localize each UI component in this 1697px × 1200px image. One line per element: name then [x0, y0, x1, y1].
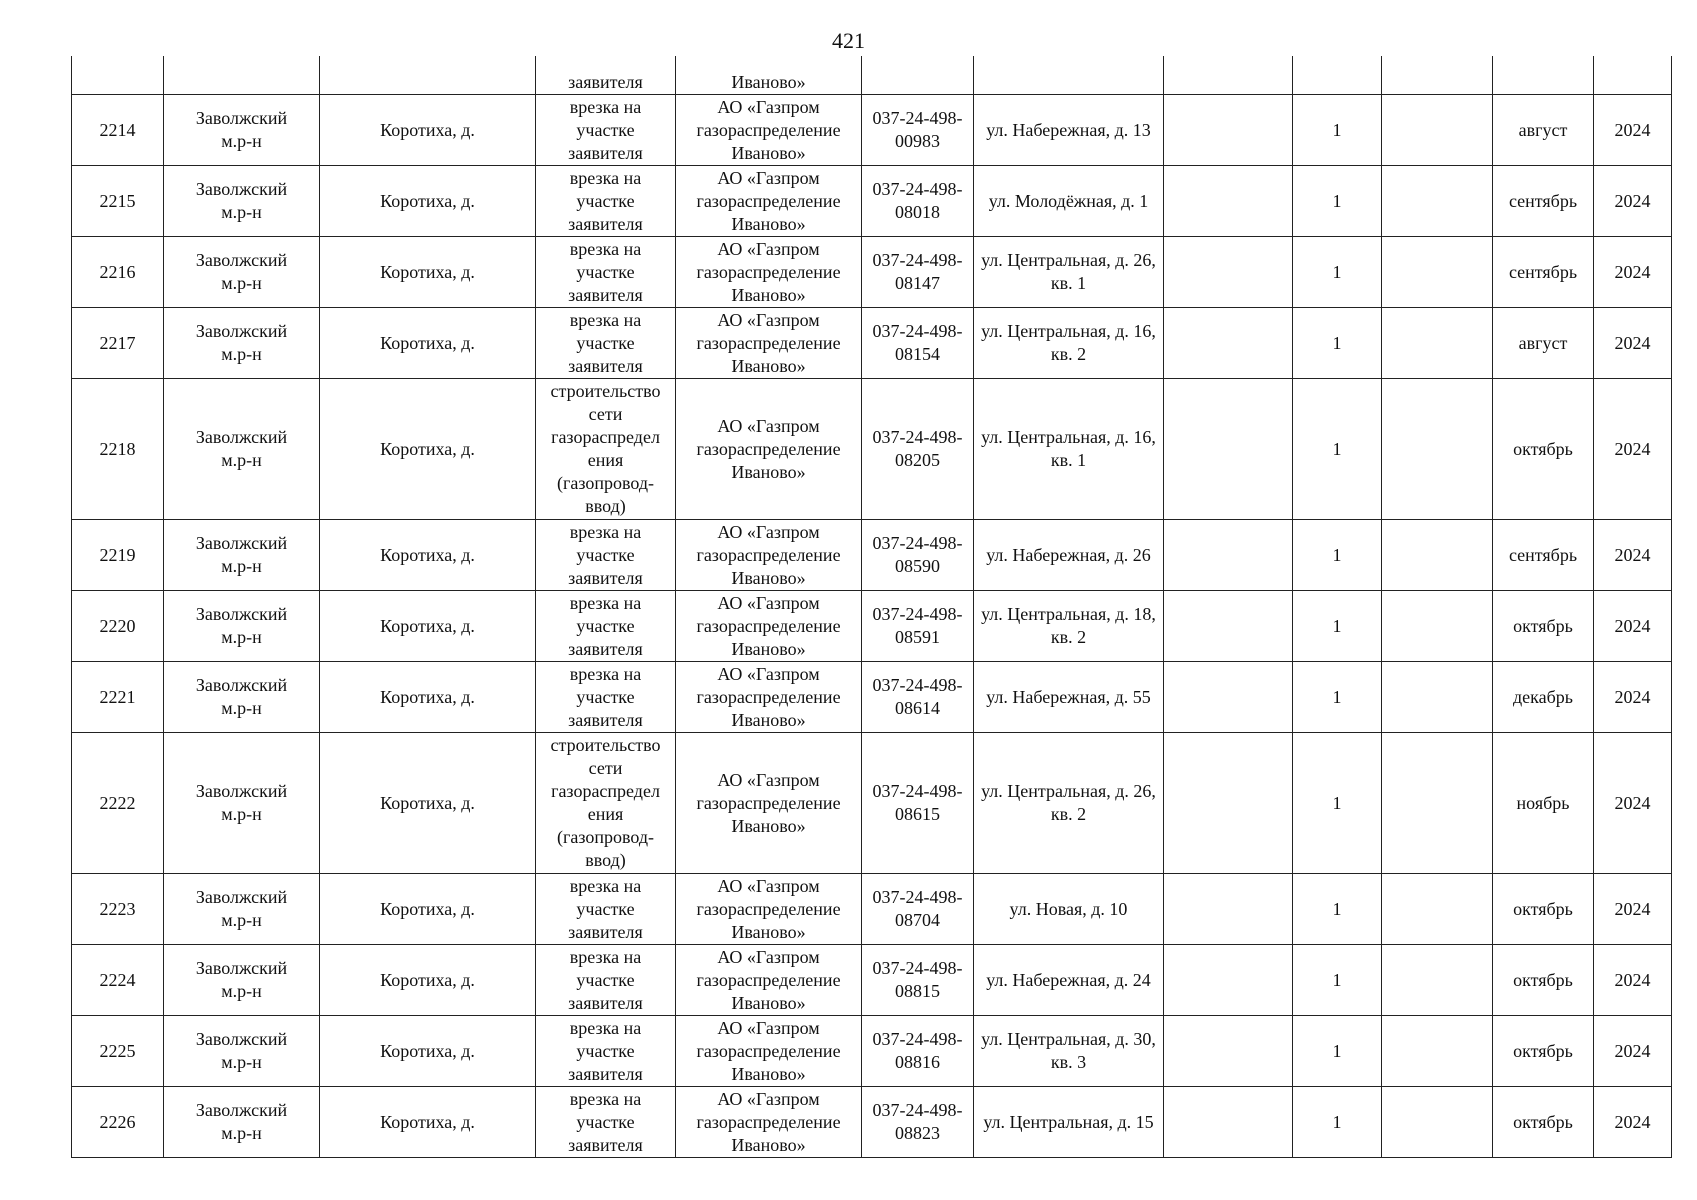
- cell-number: 2225: [72, 1016, 164, 1087]
- cell-district: Заволжский м.р-н: [164, 308, 320, 379]
- table-row: [72, 733, 1672, 874]
- cell-year: 2024: [1594, 662, 1672, 733]
- cell-district: Заволжский м.р-н: [164, 520, 320, 591]
- cell-empty: [1164, 591, 1293, 662]
- cell-work-type: врезка на участке заявителя: [536, 945, 676, 1016]
- cell-month: ноябрь: [1493, 733, 1594, 874]
- cell-year: 2024: [1594, 166, 1672, 237]
- cell-number: 2217: [72, 308, 164, 379]
- cell-address: ул. Центральная, д. 30, кв. 3: [974, 1016, 1164, 1087]
- cell-empty: [1164, 308, 1293, 379]
- cell-work-type: врезка на участке заявителя: [536, 166, 676, 237]
- cell-district: Заволжский м.р-н: [164, 166, 320, 237]
- cell-organization: АО «Газпром газораспределение Иваново»: [676, 379, 862, 520]
- gas-connection-table: [71, 56, 1672, 1158]
- cell-address: ул. Набережная, д. 13: [974, 95, 1164, 166]
- cell-month: октябрь: [1493, 1087, 1594, 1158]
- cell-address: ул. Набережная, д. 26: [974, 520, 1164, 591]
- cell-number: 2218: [72, 379, 164, 520]
- table-row: [72, 874, 1672, 945]
- cell-organization: АО «Газпром газораспределение Иваново»: [676, 1087, 862, 1158]
- cell-address: ул. Центральная, д. 16, кв. 2: [974, 308, 1164, 379]
- cell-organization: АО «Газпром газораспределение Иваново»: [676, 95, 862, 166]
- cell-empty: [1164, 166, 1293, 237]
- cell-number: 2223: [72, 874, 164, 945]
- cell-code: 037-24-498-08815: [862, 945, 974, 1016]
- cell-month: [1493, 56, 1594, 95]
- cell-empty: [1164, 95, 1293, 166]
- cell-district: Заволжский м.р-н: [164, 95, 320, 166]
- cell-work-type: врезка на участке заявителя: [536, 95, 676, 166]
- cell-work-type: врезка на участке заявителя: [536, 874, 676, 945]
- cell-year: 2024: [1594, 308, 1672, 379]
- cell-month: сентябрь: [1493, 520, 1594, 591]
- cell-district: [164, 56, 320, 95]
- cell-month: сентябрь: [1493, 166, 1594, 237]
- cell-empty: [1382, 874, 1493, 945]
- table-row: [72, 520, 1672, 591]
- cell-organization: АО «Газпром газораспределение Иваново»: [676, 733, 862, 874]
- cell-code: 037-24-498-00983: [862, 95, 974, 166]
- cell-place: Коротиха, д.: [320, 874, 536, 945]
- cell-place: Коротиха, д.: [320, 662, 536, 733]
- cell-place: Коротиха, д.: [320, 95, 536, 166]
- cell-month: сентябрь: [1493, 237, 1594, 308]
- cell-address: ул. Центральная, д. 26, кв. 2: [974, 733, 1164, 874]
- cell-district: Заволжский м.р-н: [164, 1087, 320, 1158]
- cell-quantity: 1: [1293, 166, 1382, 237]
- cell-place: Коротиха, д.: [320, 1087, 536, 1158]
- cell-year: 2024: [1594, 1016, 1672, 1087]
- cell-code: [862, 56, 974, 95]
- cell-district: Заволжский м.р-н: [164, 945, 320, 1016]
- cell-code: 037-24-498-08704: [862, 874, 974, 945]
- cell-district: Заволжский м.р-н: [164, 874, 320, 945]
- cell-work-type: врезка на участке заявителя: [536, 1016, 676, 1087]
- cell-empty: [1164, 1087, 1293, 1158]
- cell-quantity: 1: [1293, 308, 1382, 379]
- cell-number: 2222: [72, 733, 164, 874]
- cell-code: 037-24-498-08816: [862, 1016, 974, 1087]
- cell-empty: [1164, 874, 1293, 945]
- cell-organization: АО «Газпром газораспределение Иваново»: [676, 308, 862, 379]
- cell-address: ул. Центральная, д. 16, кв. 1: [974, 379, 1164, 520]
- cell-code: 037-24-498-08823: [862, 1087, 974, 1158]
- cell-month: август: [1493, 95, 1594, 166]
- table-row: [72, 166, 1672, 237]
- cell-empty: [1164, 945, 1293, 1016]
- cell-place: Коротиха, д.: [320, 945, 536, 1016]
- cell-number: 2224: [72, 945, 164, 1016]
- cell-year: 2024: [1594, 95, 1672, 166]
- cell-organization: АО «Газпром газораспределение Иваново»: [676, 662, 862, 733]
- cell-quantity: 1: [1293, 662, 1382, 733]
- cell-year: 2024: [1594, 591, 1672, 662]
- cell-quantity: 1: [1293, 520, 1382, 591]
- cell-work-type: врезка на участке заявителя: [536, 591, 676, 662]
- cell-district: Заволжский м.р-н: [164, 379, 320, 520]
- cell-organization: АО «Газпром газораспределение Иваново»: [676, 520, 862, 591]
- cell-month: октябрь: [1493, 945, 1594, 1016]
- cell-number: [72, 56, 164, 95]
- cell-empty: [1164, 1016, 1293, 1087]
- cell-place: Коротиха, д.: [320, 591, 536, 662]
- table-row: [72, 1087, 1672, 1158]
- cell-empty: [1382, 308, 1493, 379]
- cell-code: 037-24-498-08147: [862, 237, 974, 308]
- cell-district: Заволжский м.р-н: [164, 662, 320, 733]
- cell-number: 2214: [72, 95, 164, 166]
- cell-address: ул. Набережная, д. 24: [974, 945, 1164, 1016]
- table-row: [72, 1016, 1672, 1087]
- cell-month: октябрь: [1493, 1016, 1594, 1087]
- cell-month: декабрь: [1493, 662, 1594, 733]
- cell-place: Коротиха, д.: [320, 733, 536, 874]
- cell-empty: [1382, 56, 1493, 95]
- cell-address: ул. Центральная, д. 26, кв. 1: [974, 237, 1164, 308]
- cell-empty: [1382, 1016, 1493, 1087]
- cell-year: [1594, 56, 1672, 95]
- cell-place: Коротиха, д.: [320, 308, 536, 379]
- continuation-row: [72, 56, 1672, 95]
- table-row: [72, 95, 1672, 166]
- cell-quantity: [1293, 56, 1382, 95]
- cell-month: август: [1493, 308, 1594, 379]
- table-row: [72, 945, 1672, 1016]
- cell-place: Коротиха, д.: [320, 520, 536, 591]
- cell-empty: [1382, 166, 1493, 237]
- cell-place: Коротиха, д.: [320, 379, 536, 520]
- cell-work-type: врезка на участке заявителя: [536, 308, 676, 379]
- cell-number: 2220: [72, 591, 164, 662]
- cell-quantity: 1: [1293, 874, 1382, 945]
- cell-code: 037-24-498-08205: [862, 379, 974, 520]
- table-row: [72, 379, 1672, 520]
- cell-work-type: врезка на участке заявителя: [536, 662, 676, 733]
- cell-quantity: 1: [1293, 237, 1382, 308]
- cell-empty: [1382, 662, 1493, 733]
- cell-address: [974, 56, 1164, 95]
- cell-code: 037-24-498-08018: [862, 166, 974, 237]
- table-row: [72, 308, 1672, 379]
- cell-code: 037-24-498-08614: [862, 662, 974, 733]
- cell-number: 2215: [72, 166, 164, 237]
- table-row: [72, 662, 1672, 733]
- cell-organization: АО «Газпром газораспределение Иваново»: [676, 1016, 862, 1087]
- cell-empty: [1164, 237, 1293, 308]
- cell-code: 037-24-498-08615: [862, 733, 974, 874]
- cell-empty: [1382, 945, 1493, 1016]
- table-row: [72, 591, 1672, 662]
- cell-empty: [1382, 591, 1493, 662]
- cell-year: 2024: [1594, 945, 1672, 1016]
- cell-month: октябрь: [1493, 874, 1594, 945]
- cell-year: 2024: [1594, 379, 1672, 520]
- cell-year: 2024: [1594, 874, 1672, 945]
- cell-quantity: 1: [1293, 591, 1382, 662]
- cell-address: ул. Центральная, д. 18, кв. 2: [974, 591, 1164, 662]
- cell-quantity: 1: [1293, 733, 1382, 874]
- cell-place: Коротиха, д.: [320, 1016, 536, 1087]
- cell-work-type: врезка на участке заявителя: [536, 520, 676, 591]
- cell-work-type: строительство сети газораспределения (газопровод-ввод): [536, 733, 676, 874]
- cell-work-type: врезка на участке заявителя: [536, 1087, 676, 1158]
- cell-district: Заволжский м.р-н: [164, 733, 320, 874]
- cell-address: ул. Новая, д. 10: [974, 874, 1164, 945]
- cell-address: ул. Центральная, д. 15: [974, 1087, 1164, 1158]
- cell-quantity: 1: [1293, 1087, 1382, 1158]
- cell-empty: [1164, 520, 1293, 591]
- cell-code: 037-24-498-08591: [862, 591, 974, 662]
- table-row: [72, 237, 1672, 308]
- cell-organization: АО «Газпром газораспределение Иваново»: [676, 591, 862, 662]
- cell-district: Заволжский м.р-н: [164, 237, 320, 308]
- cell-year: 2024: [1594, 237, 1672, 308]
- cell-empty: [1382, 520, 1493, 591]
- cell-code: 037-24-498-08154: [862, 308, 974, 379]
- cell-quantity: 1: [1293, 945, 1382, 1016]
- cell-organization: АО «Газпром газораспределение Иваново»: [676, 237, 862, 308]
- cell-month: октябрь: [1493, 379, 1594, 520]
- cell-empty: [1382, 1087, 1493, 1158]
- cell-place: Коротиха, д.: [320, 166, 536, 237]
- cell-year: 2024: [1594, 733, 1672, 874]
- cell-number: 2216: [72, 237, 164, 308]
- cell-district: Заволжский м.р-н: [164, 1016, 320, 1087]
- cell-number: 2221: [72, 662, 164, 733]
- cell-empty: [1382, 379, 1493, 520]
- cell-month: октябрь: [1493, 591, 1594, 662]
- cell-place: [320, 56, 536, 95]
- cell-quantity: 1: [1293, 95, 1382, 166]
- cell-organization: АО «Газпром газораспределение Иваново»: [676, 945, 862, 1016]
- cell-work-type: заявителя: [536, 56, 676, 95]
- cell-empty: [1164, 733, 1293, 874]
- cell-year: 2024: [1594, 520, 1672, 591]
- cell-organization: АО «Газпром газораспределение Иваново»: [676, 874, 862, 945]
- cell-empty: [1382, 733, 1493, 874]
- cell-empty: [1164, 662, 1293, 733]
- cell-quantity: 1: [1293, 1016, 1382, 1087]
- cell-work-type: строительство сети газораспределения (газопровод-ввод): [536, 379, 676, 520]
- cell-work-type: врезка на участке заявителя: [536, 237, 676, 308]
- cell-empty: [1164, 56, 1293, 95]
- cell-address: ул. Набережная, д. 55: [974, 662, 1164, 733]
- cell-empty: [1382, 237, 1493, 308]
- cell-code: 037-24-498-08590: [862, 520, 974, 591]
- cell-quantity: 1: [1293, 379, 1382, 520]
- cell-number: 2219: [72, 520, 164, 591]
- cell-district: Заволжский м.р-н: [164, 591, 320, 662]
- cell-number: 2226: [72, 1087, 164, 1158]
- cell-organization: АО «Газпром газораспределение Иваново»: [676, 166, 862, 237]
- cell-address: ул. Молодёжная, д. 1: [974, 166, 1164, 237]
- cell-organization: Иваново»: [676, 56, 862, 95]
- page-number: 421: [832, 28, 865, 53]
- cell-place: Коротиха, д.: [320, 237, 536, 308]
- cell-empty: [1164, 379, 1293, 520]
- cell-empty: [1382, 95, 1493, 166]
- cell-year: 2024: [1594, 1087, 1672, 1158]
